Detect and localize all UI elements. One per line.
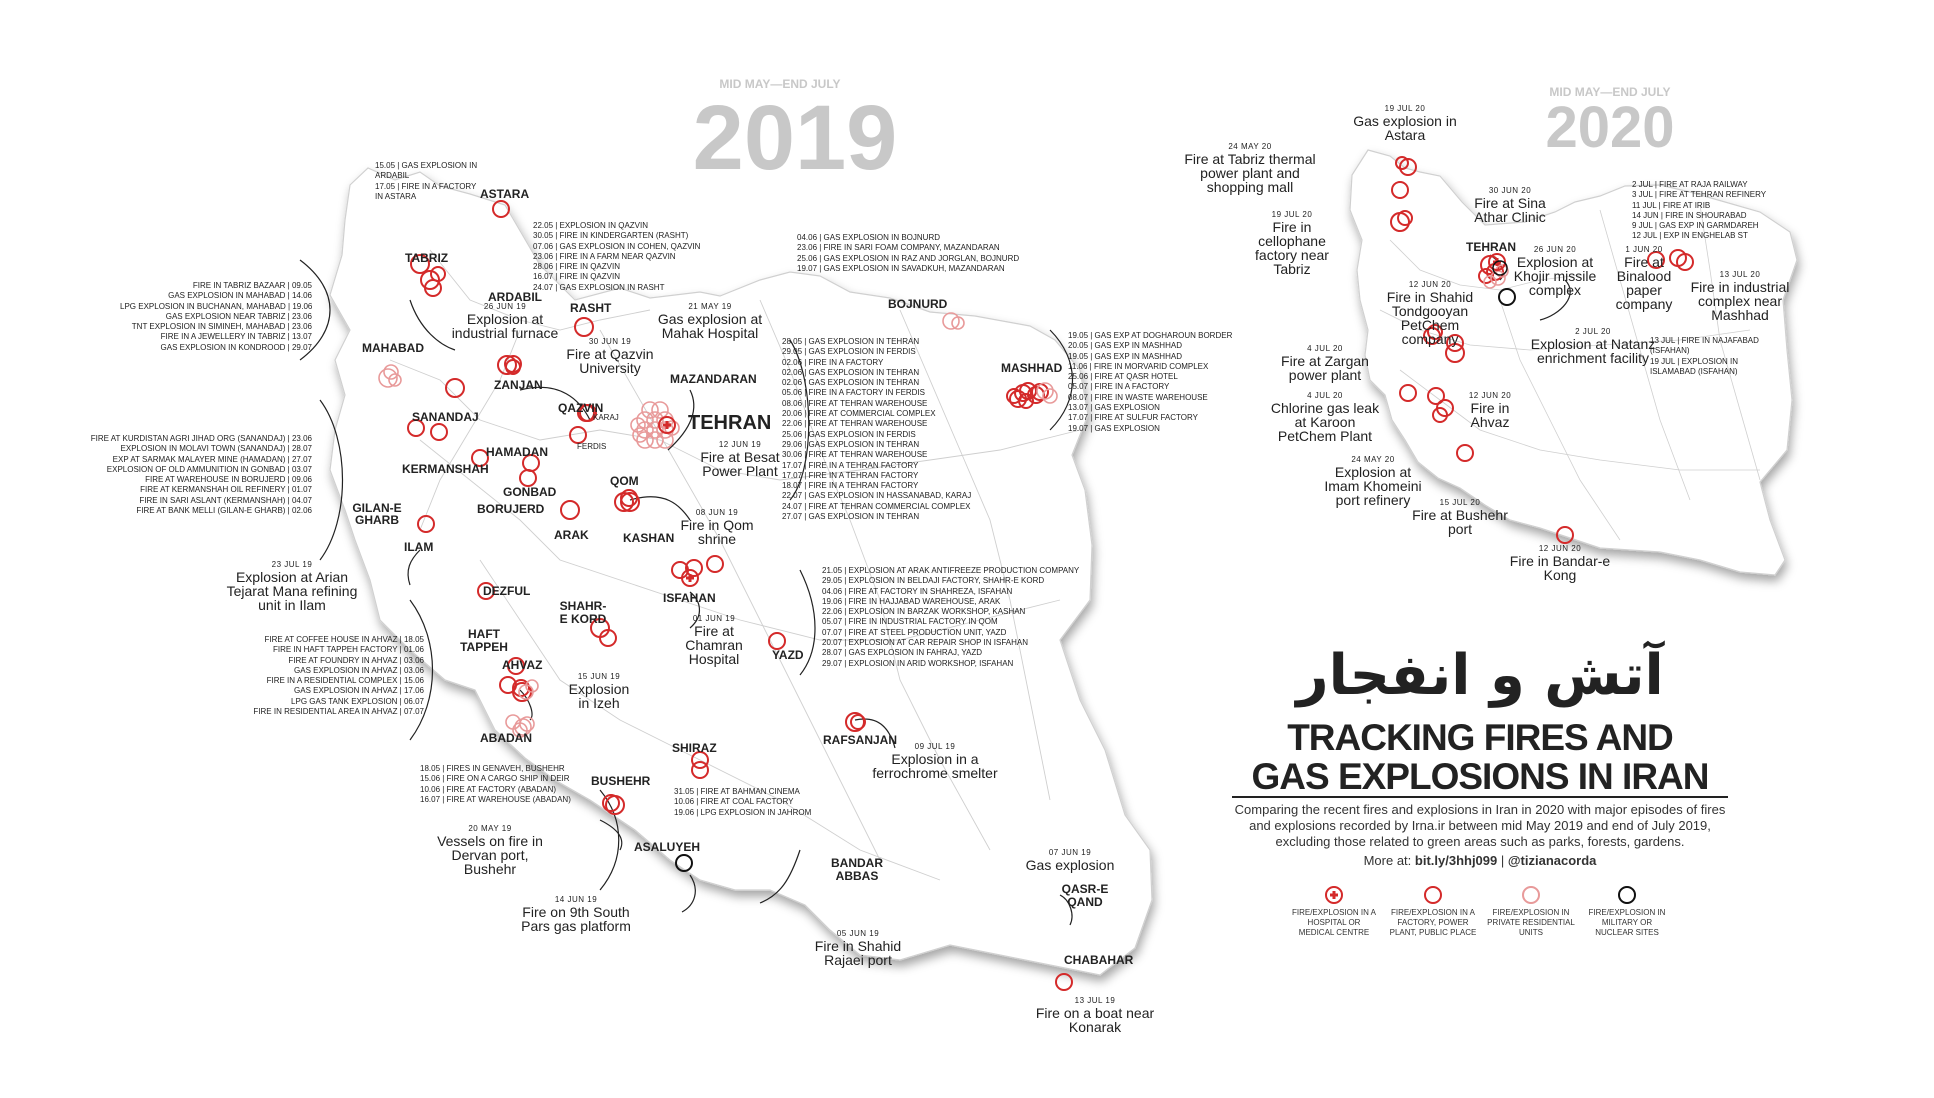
city-label: MAZANDARAN — [670, 372, 757, 386]
event-list-tehran-2020: 2 JUL | FIRE AT RAJA RAILWAY 3 JUL | FIRE AT TEHRAN REFINERY 11 JUL | FIRE AT IRIB 14 JUN | FIRE IN SHOURABAD 9 JUL | GAS EXP IN GARMDAREH 12 JUL | EXP IN ENGHELAB ST — [1632, 180, 1767, 241]
annotation-2020: 4 JUL 20 Fire at Zargan power plant — [1281, 344, 1369, 383]
city-label: KASHAN — [623, 531, 675, 545]
annotation-2020: 30 JUN 20 Fire at Sina Athar Clinic — [1474, 186, 1546, 225]
city-label: GILAN-E GHARB — [352, 501, 402, 527]
annotation: 20 MAY 19 Vessels on fire in Dervan port, Bushehr — [437, 824, 543, 877]
city-label: ARAK — [554, 528, 589, 542]
annotation-2020: 2 JUL 20 Explosion at Natanz enrichment facility — [1530, 327, 1656, 366]
city-label: BANDAR ABBAS — [831, 856, 883, 883]
city-label: QOM — [610, 474, 639, 488]
event-list-qazvin: 22.05 | EXPLOSION IN QAZVIN 30.05 | FIRE IN KINDERGARTEN (RASHT) 07.06 | GAS EXPLOSION IN COHEN, QAZVIN 23.06 | FIRE IN A FARM NEAR QAZVIN 28.06 | FIRE IN QAZVIN 16.07 | FIRE IN QAZVIN 24.07 | GAS EXPLOSION IN RASHT — [533, 221, 701, 292]
annotation-2020: 1 JUN 20 Fire at Binalood paper company — [1615, 245, 1673, 312]
city-label: MAHABAD — [362, 341, 424, 355]
annotation: 08 JUN 19 Fire in Qom shrine — [680, 508, 754, 547]
city-label: ZANJAN — [494, 378, 543, 392]
annotation: 12 JUN 19 Fire at Besat Power Plant — [700, 440, 780, 479]
annotation-2020: 19 JUL 20 Fire in cellophane factory near Tabriz — [1255, 210, 1329, 277]
legend-hospital: FIRE/EXPLOSION IN A HOSPITAL OR MEDICAL CENTRE — [1291, 908, 1377, 937]
header-2020-year: 2020 — [1545, 95, 1675, 160]
annotation-2020: 24 MAY 20 Fire at Tabriz thermal power plant and shopping mall — [1184, 142, 1316, 195]
pink-ring-icon — [1523, 887, 1539, 903]
event-list-bojnurd: 04.06 | GAS EXPLOSION IN BOJNURD 23.06 | FIRE IN SARI FOAM COMPANY, MAZANDARAN 25.06 | GAS EXPLOSION IN RAZ AND JORGLAN, BOJNURD 19.07 | GAS EXPLOSION IN SAVADKUH, MAZANDARAN — [797, 233, 1020, 273]
more-link[interactable]: bit.ly/3hhj099 — [1414, 853, 1498, 868]
event-list-isfahan-2020: 13 JUL | FIRE IN NAJAFABAD (ISFAHAN) 19 JUL | EXPLOSION IN ISLAMABAD (ISFAHAN) — [1650, 336, 1759, 376]
annotation: 15 JUN 19 Explosion in Izeh — [568, 672, 630, 711]
annotation-2020: 26 JUN 20 Explosion at Khojir missile complex — [1513, 245, 1597, 298]
annotation-2020: 24 MAY 20 Explosion at Imam Khomeini port refinery — [1324, 455, 1422, 508]
event-list-mashhad: 19.05 | GAS EXP AT DOGHAROUN BORDER 20.05 | GAS EXP IN MASHHAD 19.05 | GAS EXP IN MASHHAD 11.06 | FIRE IN MORVARID COMPLEX 25.06 | FIRE AT QASR HOTEL 05.07 | FIRE IN A FACTORY 08.07 | FIRE IN WASTE WAREHOUSE 13.07 | GAS EXPLOSION 17.07 | FIRE AT SULFUR FACTORY 19.07 | GAS EXPLOSION — [1068, 331, 1233, 433]
annotation: 23 JUL 19 Explosion at Arian Tejarat Mana refining unit in Ilam — [226, 560, 358, 613]
legend-military: FIRE/EXPLOSION IN MILITARY OR NUCLEAR SITES — [1588, 908, 1666, 937]
city-label: KERMANSHAH — [402, 462, 489, 476]
event-list-tehran: 28.05 | GAS EXPLOSION IN TEHRAN 29.05 | GAS EXPLOSION IN FERDIS 02.06 | FIRE IN A FACTORY 02.06 | GAS EXPLOSION IN TEHRAN 02.06 | GAS EXPLOSION IN TEHRAN 05.06 | FIRE IN A FACTORY IN FERDIS 08.06 | FIRE AT TEHRAN WAREHOUSE 20.06 | FIRE AT COMMERCIAL COMPLEX 22.06 | FIRE AT TEHRAN WAREHOUSE 25.06 | GAS EXPLOSION IN FERDIS 29.06 | GAS EXPLOSION IN TEHRAN 30.06 | FIRE AT TEHRAN WAREHOUSE 17.07 | FIRE IN A TEHRAN FACTORY 17.07 | FIRE IN A TEHRAN FACTORY 18.07 | FIRE IN A TEHRAN FACTORY 22.07 | GAS EXPLOSION IN HASSANABAD, KARAJ 24.07 | FIRE AT TEHRAN COMMERCIAL COMPLEX 27.07 | GAS EXPLOSION IN TEHRAN — [782, 337, 972, 522]
city-label: ILAM — [404, 540, 434, 554]
city-label: RASHT — [570, 301, 612, 315]
event-list-isfahan: 21.05 | EXPLOSION AT ARAK ANTIFREEZE PRODUCTION COMPANY 29.05 | EXPLOSION IN BELDAJI FACTORY, SHAHR-E KORD 04.06 | FIRE AT FACTORY IN SHAHREZA, ISFAHAN 19.06 | FIRE IN HAJJABAD WAREHOUSE, ARAK 22.06 | EXPLOSION IN BARZAK WORKSHOP, KASHAN 05.07 | FIRE IN INDUSTRIAL FACTORY IN QOM 07.07 | FIRE AT STEEL PRODUCTION UNIT, YAZD 20.07 | EXPLOSION AT CAR REPAIR SHOP IN ISFAHAN 28.07 | GAS EXPLOSION IN FAHRAJ, YAZD 29.07 | EXPLOSION IN ARID WORKSHOP, ISFAHAN — [822, 566, 1080, 668]
legend-residential: FIRE/EXPLOSION IN PRIVATE RESIDENTIAL UNITS — [1487, 908, 1575, 937]
farsi-title: آتش و انفجار — [1296, 643, 1664, 708]
event-list-ardabil: 15.05 | GAS EXPLOSION IN ARDABIL 17.05 | FIRE IN A FACTORY IN ASTARA — [375, 161, 478, 201]
city-label: SANANDAJ — [412, 410, 479, 424]
city-label-tehran-2020: TEHRAN — [1466, 240, 1516, 254]
annotation-2020: 12 JUN 20 Fire in Shahid Tondgooyan PetChem company — [1386, 280, 1474, 347]
annotation: 07 JUN 19 Gas explosion — [1025, 848, 1115, 873]
annotation-2020: 13 JUL 20 Fire in industrial complex near Mashhad — [1690, 270, 1790, 323]
author-handle[interactable]: @tizianacorda — [1507, 853, 1597, 868]
city-label: BOJNURD — [888, 297, 948, 311]
title-line-2: GAS EXPLOSIONS IN IRAN — [1251, 756, 1709, 797]
city-label: DEZFUL — [483, 584, 531, 598]
description: Comparing the recent fires and explosions in Iran in 2020 with major episodes of fires and explosions recorded by Irna.ir between mid May 2019 and end of July 2019, excluding those related to green areas such as parks, forests, gardens. — [1234, 802, 1726, 849]
event-list-tabriz: FIRE IN TABRIZ BAZAAR | 09.05 GAS EXPLOSION IN MAHABAD | 14.06 LPG EXPLOSION IN BUCHANAN, MAHABAD | 19.06 GAS EXPLOSION NEAR TABRIZ | 23.06 TNT EXPLOSION IN SIMINEH, MAHABAD | 23.06 FIRE IN A JEWELLERY IN TABRIZ | 13.07 GAS EXPLOSION IN KONDROOD | 29.07 — [120, 281, 313, 352]
city-label: ASTARA — [480, 187, 530, 201]
city-label: GONBAD — [503, 485, 557, 499]
city-label: MASHHAD — [1001, 361, 1063, 375]
city-label-tehran: TEHRAN — [688, 412, 772, 434]
city-label: BUSHEHR — [591, 774, 651, 788]
annotation: 01 JUN 19 Fire at Chamran Hospital — [685, 614, 743, 667]
black-ring-icon — [1619, 887, 1635, 903]
event-list-kurdistan: FIRE AT KURDISTAN AGRI JIHAD ORG (SANANDAJ) | 23.06 EXPLOSION IN MOLAVI TOWN (SANANDAJ) | 28.07 EXP AT SARMAK MALAYER MINE (HAMADAN) | 27.07 EXPLOSION OF OLD AMMUNITION IN GONBAD | 03.07 FIRE AT WAREHOUSE IN BORUJERD | 09.06 FIRE AT KERMANSHAH OIL REFINERY | 01.07 FIRE IN SARI ASLANT (KERMANSHAH) | 04.07 FIRE AT BANK MELLI (GILAN-E GHARB) | 02.06 — [90, 434, 312, 516]
city-label: BORUJERD — [477, 502, 545, 516]
annotation: 14 JUN 19 Fire on 9th South Pars gas platform — [521, 895, 631, 934]
annotation: 21 MAY 19 Gas explosion at Mahak Hospital — [657, 302, 763, 341]
city-label: RAFSANJAN — [823, 733, 898, 747]
header-2020-subtitle: MID MAY—END JULY — [1549, 85, 1671, 99]
annotation: 09 JUL 19 Explosion in a ferrochrome smelter — [872, 742, 998, 781]
city-label: QAZVIN — [558, 401, 604, 415]
city-label: ABADAN — [480, 731, 532, 745]
city-label: HAMADAN — [486, 445, 548, 459]
annotation: 30 JUN 19 Fire at Qazvin University — [566, 337, 654, 376]
annotation-2020: 12 JUN 20 Fire in Ahvaz — [1468, 391, 1512, 430]
city-label: FERDIS — [577, 442, 607, 451]
annotation-2020: 19 JUL 20 Gas explosion in Astara — [1353, 104, 1457, 143]
header-2019-subtitle: MID MAY—END JULY — [719, 77, 841, 91]
annotation: 26 JUN 19 Explosion at industrial furnace — [451, 302, 559, 341]
city-label: KARAJ — [593, 413, 619, 422]
annotation-2020: 12 JUN 20 Fire in Bandar-e Kong — [1509, 544, 1611, 583]
annotation-2020: 15 JUL 20 Fire at Bushehr port — [1412, 498, 1508, 537]
annotation: 05 JUN 19 Fire in Shahid Rajaei port — [814, 929, 902, 968]
city-label: AHVAZ — [502, 658, 543, 672]
city-label: SHIRAZ — [672, 741, 717, 755]
city-label: SHAHR-E KORD — [559, 599, 607, 626]
event-list-bushehr: 18.05 | FIRES IN GENAVEH, BUSHEHR 15.06 | FIRE ON A CARGO SHIP IN DEIR 10.06 | FIRE AT FACTORY (ABADAN) 16.07 | FIRE AT WAREHOUSE (ABADAN) — [420, 764, 571, 804]
event-list-shiraz: 31.05 | FIRE AT BAHMAN CINEMA 10.06 | FIRE AT COAL FACTORY 19.06 | LPG EXPLOSION IN JAHROM — [674, 787, 812, 817]
city-label: QASR-E QAND — [1061, 882, 1109, 909]
city-label: HAFT TAPPEH — [460, 627, 508, 654]
title-line-1: TRACKING FIRES AND — [1287, 717, 1673, 758]
header-2019-year: 2019 — [692, 87, 898, 189]
annotation: 13 JUL 19 Fire on a boat near Konarak — [1035, 996, 1155, 1035]
city-label: ARDABIL — [488, 290, 542, 304]
city-label: YAZD — [772, 648, 804, 662]
legend-factory: FIRE/EXPLOSION IN A FACTORY, POWER PLANT, PUBLIC PLACE — [1389, 908, 1477, 937]
city-label: TABRIZ — [405, 251, 449, 265]
city-label: ISFAHAN — [663, 591, 716, 605]
legend-icons — [1326, 887, 1635, 903]
city-label: ASALUYEH — [634, 840, 701, 854]
event-list-ahvaz: FIRE AT COFFEE HOUSE IN AHVAZ | 18.05 FIRE IN HAFT TAPPEH FACTORY | 01.06 FIRE AT FOUNDRY IN AHVAZ | 03.06 GAS EXPLOSION IN AHVAZ | 03.06 FIRE IN A RESIDENTIAL COMPLEX | 15.06 GAS EXPLOSION IN AHVAZ | 17.06 LPG GAS TANK EXPLOSION | 06.07 FIRE IN RESIDENTIAL AREA IN AHVAZ | 07.07 — [253, 635, 424, 717]
red-ring-icon — [1425, 887, 1441, 903]
annotation-2020: 4 JUL 20 Chlorine gas leak at Karoon PetChem Plant — [1270, 391, 1380, 444]
city-label: CHABAHAR — [1064, 953, 1134, 967]
more-info: More at: bit.ly/3hhj099 | @tizianacorda — [1363, 853, 1597, 868]
